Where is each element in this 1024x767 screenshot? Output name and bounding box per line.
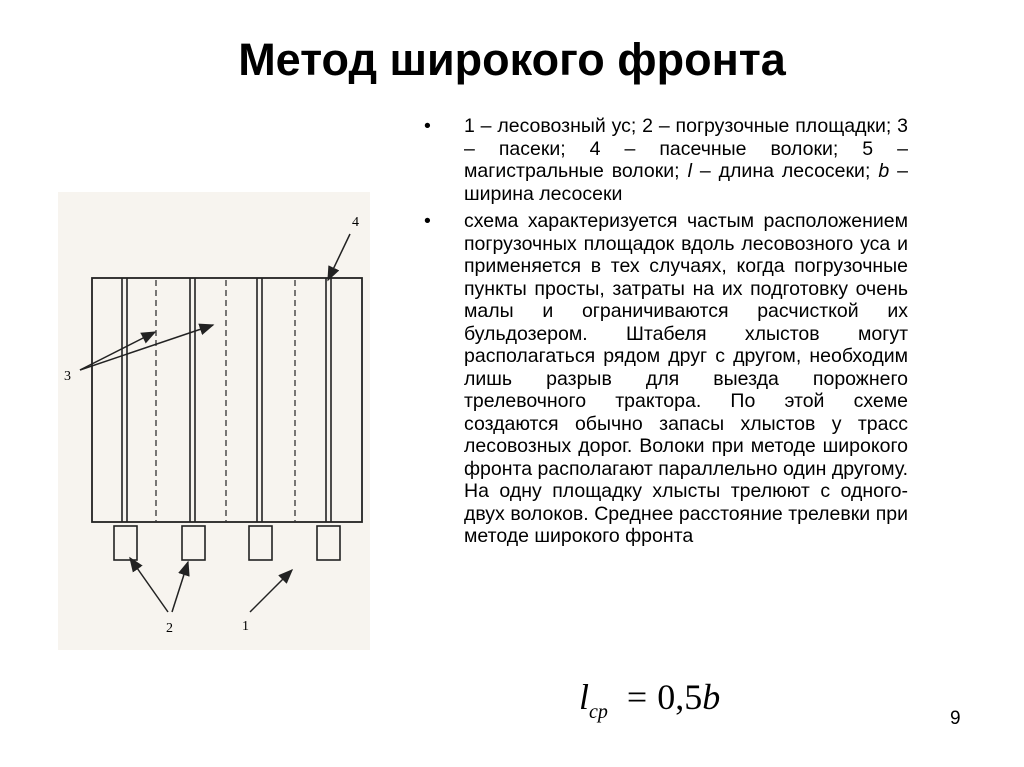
legend-part: – ширина лесосеки bbox=[464, 160, 908, 205]
landing-box bbox=[317, 526, 340, 560]
arrow-landing-1 bbox=[130, 558, 168, 612]
page-number: 9 bbox=[950, 708, 961, 729]
legend-part: – длина лесосеки; bbox=[691, 160, 879, 182]
bullet-marker: • bbox=[424, 115, 431, 137]
cutting-area-outline bbox=[92, 278, 362, 522]
bullet-marker: • bbox=[424, 210, 431, 232]
scheme-diagram bbox=[58, 192, 370, 650]
label-4: 4 bbox=[352, 215, 359, 230]
formula-rhs-var: b bbox=[702, 677, 721, 717]
legend-var-b: b bbox=[878, 160, 890, 182]
landing-box bbox=[114, 526, 137, 560]
formula-coefficient: 0,5 bbox=[657, 677, 703, 717]
legend-var-l: l bbox=[687, 160, 692, 182]
description-text: схема характеризуется частым расположением погрузочных площадок вдоль лесовозного уса и применяется в тех случаях, когда погрузочные пункты просты, затраты на их подготовку очень малы и ограничиваются расчисткой их бульдозером. Штабеля хлыстов могут располагаться рядом друг с другом, необходим лишь разрыв для выезда порожнего трелевочного трактора. По этой схеме создаются обычно запасы хлыстов у трасс лесовозных дорог. Волоки при методе широкого фронта располагают параллельно один другому. На одну площадку хлысты трелюют с одного-двух волоков. Среднее расстояние трелевки при методе широкого фронта bbox=[464, 210, 908, 547]
formula-subscript: ср bbox=[589, 701, 608, 723]
bullet-list bbox=[424, 115, 908, 553]
label-3: 3 bbox=[64, 369, 71, 384]
label-2: 2 bbox=[166, 621, 173, 636]
scheme-figure bbox=[58, 192, 370, 650]
arrow-landing-2 bbox=[172, 562, 188, 612]
formula-equals: = bbox=[626, 677, 648, 717]
arrow-trail bbox=[328, 234, 350, 280]
legend-text bbox=[464, 115, 908, 205]
arrow-main-road bbox=[250, 570, 292, 612]
arrow-strips-2 bbox=[80, 325, 213, 370]
legend-part: 1 – лесовозный ус; 2 – погрузочные площадки; 3 – пасеки; 4 – пасечные волоки; 5 – магистральные волоки; bbox=[464, 115, 908, 182]
landing-box bbox=[182, 526, 205, 560]
formula bbox=[579, 676, 720, 724]
formula-lhs: l bbox=[579, 677, 590, 717]
label-1: 1 bbox=[242, 619, 249, 634]
landing-box bbox=[249, 526, 272, 560]
slide-title: Метод широкого фронта bbox=[238, 34, 786, 85]
bullet-legend bbox=[424, 115, 908, 205]
bullet-description bbox=[424, 210, 908, 548]
